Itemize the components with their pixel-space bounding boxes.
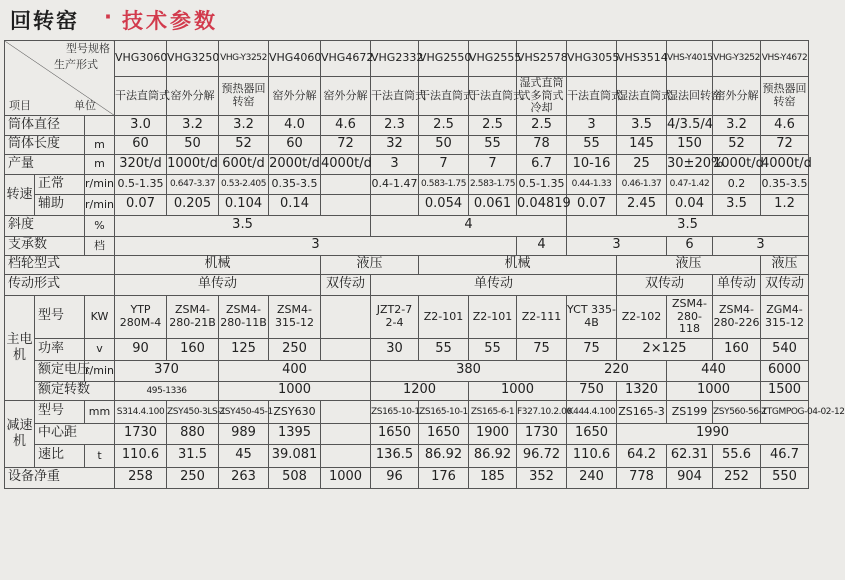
value-motor-power: 55 [469,338,517,360]
value-length: 32 [371,135,419,154]
value-diameter: 2.5 [517,115,567,135]
title-bar [0,0,800,36]
value-roller: 液压 [321,255,419,274]
value-motor-model: ZSM4-280-11B [219,295,269,338]
value-output: 1000t/d [167,154,219,174]
value-speed-normal [321,174,371,194]
header-form-label: 生产形式 [54,58,99,71]
value-motor-power [321,338,371,360]
value-motor-rpm: 1000 [219,381,371,400]
value-motor-rpm: 750 [567,381,617,400]
value-supports: 4 [517,236,567,255]
row-label-motor-model: 型号 [35,295,85,338]
value-weight: 1000 [321,467,371,488]
unit-diameter [85,115,115,135]
value-length: 60 [115,135,167,154]
value-motor-model: ZSM4-280-226 [713,295,761,338]
value-speed-aux [321,194,371,215]
value-weight: 176 [419,467,469,488]
table-row [5,154,809,174]
value-weight: 258 [115,467,167,488]
value-output: 3 [371,154,419,174]
value-speed-normal: 0.2 [713,174,761,194]
value-speed-normal: 0.35-3.5 [761,174,809,194]
value-motor-rpm: 1000 [469,381,567,400]
value-slope: 3.5 [115,215,371,236]
value-motor-rpm: 1000 [667,381,761,400]
header-unit-label: 单位 [74,99,97,113]
value-motor-rpm: 1500 [761,381,809,400]
value-speed-aux: 0.07 [567,194,617,215]
value-speed-normal: 0.5-1.35 [517,174,567,194]
value-drive: 单传动 [115,274,321,295]
value-reducer-ratio: 62.31 [667,444,713,467]
model-header: VHS2578 [517,41,567,77]
unit-output: m [85,154,115,174]
value-motor-model: ZSM4-315-12 [269,295,321,338]
value-reducer-ratio: 110.6 [115,444,167,467]
form-header: 预热器回转窑 [761,77,809,116]
page-subtitle: 技术参数 [122,9,218,33]
value-weight: 778 [617,467,667,488]
value-diameter: 3.2 [167,115,219,135]
model-header: VHS3514 [617,41,667,77]
value-length: 60 [269,135,321,154]
value-length: 72 [321,135,371,154]
row-group-speed: 转速 [5,174,35,215]
value-length: 78 [517,135,567,154]
value-reducer-center: 1650 [419,423,469,444]
value-reducer-model: ZS165-3 [617,400,667,423]
value-speed-normal: 0.5-1.35 [115,174,167,194]
value-drive: 单传动 [713,274,761,295]
value-output: 7 [469,154,517,174]
unit-length: m [85,135,115,154]
value-reducer-model: S314.4.100 [115,400,167,423]
value-diameter: 3.2 [713,115,761,135]
value-reducer-model: ZS199 [667,400,713,423]
value-reducer-ratio: 46.7 [761,444,809,467]
value-motor-model: ZSM4-280-118 [667,295,713,338]
model-header: VHG2332 [371,41,419,77]
table-row [5,274,809,295]
form-header: 窑外分解 [269,77,321,116]
model-header: VHG4060 [269,41,321,77]
value-output: 4000t/d [321,154,371,174]
row-label-reducer-ratio: 速比 [35,444,85,467]
value-supports: 6 [667,236,713,255]
value-reducer-ratio: 110.6 [567,444,617,467]
value-speed-aux: 0.205 [167,194,219,215]
value-weight: 263 [219,467,269,488]
table-row [5,400,809,423]
value-speed-normal: 0.4-1.47 [371,174,419,194]
unit-reducer-ratio: t [85,444,115,467]
value-output: 1000t/d [713,154,761,174]
value-motor-rpm: 495-1336 [115,381,219,400]
value-reducer-model: ZSY450-3LS-1 [167,400,219,423]
unit-reducer-model: mm [85,400,115,423]
value-weight: 352 [517,467,567,488]
value-reducer-model: ZTGMPOG-04-02-12 [761,400,809,423]
value-length: 50 [167,135,219,154]
table-row [5,115,809,135]
unit-motor-power: v [85,338,115,360]
spec-table [4,40,845,489]
value-slope: 4 [371,215,567,236]
model-header: VHS-Y4015 [667,41,713,77]
model-header: VHG4672 [321,41,371,77]
value-motor-model: YTP 280M-4 [115,295,167,338]
form-header: 湿法回转窑 [667,77,713,116]
table-row [5,236,809,255]
table-row [5,360,809,381]
value-motor-model: ZSM4-280-21B [167,295,219,338]
unit-speed-normal: r/min [85,174,115,194]
value-output: 30±20% [667,154,713,174]
value-motor-power: 55 [419,338,469,360]
value-diameter: 4.0 [269,115,321,135]
title-separator: · [104,5,112,29]
value-length: 55 [469,135,517,154]
value-reducer-center: 880 [167,423,219,444]
value-output: 2000t/d [269,154,321,174]
value-output: 6.7 [517,154,567,174]
value-motor-model: Z2-101 [419,295,469,338]
model-header: VHS-Y4672 [761,41,809,77]
value-weight: 240 [567,467,617,488]
row-group-reducer: 减速机 [5,400,35,467]
value-motor-voltage: 440 [667,360,761,381]
value-reducer-center: 1650 [567,423,617,444]
value-motor-voltage: 380 [371,360,567,381]
unit-speed-aux: r/min [85,194,115,215]
form-header: 湿式直筒式多筒式冷却 [517,77,567,116]
value-reducer-center [321,423,371,444]
table-row [5,77,809,116]
table-row [5,255,809,274]
value-supports: 3 [713,236,809,255]
table-row [5,423,809,444]
row-label-weight: 设备净重 [5,467,115,488]
value-motor-model: Z2-111 [517,295,567,338]
value-speed-aux [371,194,419,215]
value-reducer-ratio: 31.5 [167,444,219,467]
value-motor-power: 2×125 [617,338,713,360]
value-motor-voltage: 220 [567,360,667,381]
value-speed-aux: 0.104 [219,194,269,215]
value-roller: 液压 [617,255,761,274]
value-motor-power: 250 [269,338,321,360]
value-speed-normal: 0.35-3.5 [269,174,321,194]
value-reducer-ratio [321,444,371,467]
value-diameter: 4.6 [321,115,371,135]
row-label-output: 产量 [5,154,85,174]
value-speed-normal: 0.44-1.33 [567,174,617,194]
value-output: 4000t/d [761,154,809,174]
unit-motor-model: KW [85,295,115,338]
table-row [5,174,809,194]
value-speed-normal: 0.647-3.37 [167,174,219,194]
row-label-motor-voltage: 额定电压 [35,360,85,381]
value-weight: 185 [469,467,517,488]
value-drive: 双传动 [761,274,809,295]
value-reducer-center: 1900 [469,423,517,444]
value-speed-normal: 0.47-1.42 [667,174,713,194]
row-label-diameter: 筒体直径 [5,115,85,135]
value-speed-aux: 0.07 [115,194,167,215]
value-motor-rpm: 1200 [371,381,469,400]
row-label-speed-normal: 正常 [35,174,85,194]
value-weight: 508 [269,467,321,488]
row-group-motor: 主电机 [5,295,35,400]
value-reducer-center: 1730 [115,423,167,444]
value-diameter: 3 [567,115,617,135]
value-length: 55 [567,135,617,154]
value-motor-power: 160 [713,338,761,360]
value-length: 72 [761,135,809,154]
model-header: VHG-Y3252 [713,41,761,77]
row-label-supports: 支承数 [5,236,85,255]
value-weight: 904 [667,467,713,488]
form-header: 干法直筒式 [115,77,167,116]
value-speed-normal: 0.53-2.405 [219,174,269,194]
value-reducer-model: ZSY560-56-1 [713,400,761,423]
value-output: 320t/d [115,154,167,174]
value-reducer-ratio: 96.72 [517,444,567,467]
value-diameter: 3.0 [115,115,167,135]
value-motor-rpm: 1320 [617,381,667,400]
value-roller: 机械 [419,255,617,274]
value-motor-voltage: 6000 [761,360,809,381]
value-reducer-model [321,400,371,423]
unit-motor-voltage: r/min [85,360,115,381]
value-diameter: 3.2 [219,115,269,135]
value-motor-model [321,295,371,338]
form-header: 干法直筒式 [371,77,419,116]
value-motor-power: 30 [371,338,419,360]
value-speed-aux: 0.061 [469,194,517,215]
value-diameter: 4.6 [761,115,809,135]
value-reducer-model: K444.4.100 [567,400,617,423]
table-row [5,467,809,488]
value-motor-power: 75 [517,338,567,360]
form-header: 窑外分解 [167,77,219,116]
form-header: 干法直筒式 [567,77,617,116]
table-row [5,41,809,77]
value-speed-aux: 0.14 [269,194,321,215]
value-reducer-center: 1990 [617,423,809,444]
value-reducer-model: ZSY450-45-1 [219,400,269,423]
header-spec-label: 型号规格 [66,42,111,55]
value-reducer-model: ZS165-6-1 [469,400,517,423]
unit-slope: % [85,215,115,236]
value-roller: 机械 [115,255,321,274]
model-header: VHG2555 [469,41,517,77]
value-speed-aux: 2.45 [617,194,667,215]
value-reducer-model: F327.10.2.00 [517,400,567,423]
value-length: 145 [617,135,667,154]
row-label-roller: 档轮型式 [5,255,115,274]
value-speed-normal: 0.583-1.75 [419,174,469,194]
table-row [5,295,809,338]
form-header: 窑外分解 [321,77,371,116]
form-header: 干法直筒式 [469,77,517,116]
table-row [5,444,809,467]
value-motor-power: 160 [167,338,219,360]
model-header: VHG3055 [567,41,617,77]
value-speed-aux: 0.04 [667,194,713,215]
value-output: 600t/d [219,154,269,174]
value-reducer-ratio: 136.5 [371,444,419,467]
value-motor-model: Z2-102 [617,295,667,338]
value-reducer-center: 1395 [269,423,321,444]
row-label-reducer-model: 型号 [35,400,85,423]
value-output: 10-16 [567,154,617,174]
value-motor-power: 125 [219,338,269,360]
value-supports: 3 [115,236,517,255]
value-reducer-model: ZS165-10-1 [419,400,469,423]
value-speed-aux: 3.5 [713,194,761,215]
model-header: VHG2550 [419,41,469,77]
value-output: 7 [419,154,469,174]
row-label-speed-aux: 辅助 [35,194,85,215]
value-motor-model: YCT 335-4B [567,295,617,338]
value-length: 52 [219,135,269,154]
value-drive: 单传动 [371,274,617,295]
value-drive: 双传动 [321,274,371,295]
table-row [5,381,809,400]
value-speed-aux: 1.2 [761,194,809,215]
value-supports: 3 [567,236,667,255]
row-label-slope: 斜度 [5,215,85,236]
value-motor-model: JZT2-7 2-4 [371,295,419,338]
unit-supports: 档 [85,236,115,255]
value-reducer-center: 989 [219,423,269,444]
value-motor-power: 90 [115,338,167,360]
value-reducer-ratio: 39.081 [269,444,321,467]
value-reducer-ratio: 64.2 [617,444,667,467]
value-motor-voltage: 370 [115,360,219,381]
value-diameter: 3.5 [617,115,667,135]
value-speed-normal: 2.583-1.75 [469,174,517,194]
value-length: 52 [713,135,761,154]
value-speed-normal: 0.46-1.37 [617,174,667,194]
value-diameter: 2.5 [419,115,469,135]
form-header: 干法直筒式 [419,77,469,116]
value-weight: 550 [761,467,809,488]
value-diameter: 2.3 [371,115,419,135]
value-motor-voltage: 400 [219,360,371,381]
value-reducer-center: 1650 [371,423,419,444]
value-reducer-ratio: 86.92 [469,444,517,467]
model-header: VHG3060 [115,41,167,77]
value-output: 25 [617,154,667,174]
value-diameter: 4/3.5/4 [667,115,713,135]
value-reducer-center: 1730 [517,423,567,444]
form-header: 预热器回转窑 [219,77,269,116]
value-motor-model: ZGM4-315-12 [761,295,809,338]
form-header: 窑外分解 [713,77,761,116]
value-reducer-ratio: 45 [219,444,269,467]
table-row [5,194,809,215]
value-motor-model: Z2-101 [469,295,517,338]
value-length: 150 [667,135,713,154]
table-row [5,338,809,360]
value-length: 50 [419,135,469,154]
table-row [5,215,809,236]
header-corner [5,41,115,116]
form-header: 湿法直筒式 [617,77,667,116]
model-header: VHG-Y3252 [219,41,269,77]
value-reducer-ratio: 86.92 [419,444,469,467]
row-label-length: 筒体长度 [5,135,85,154]
value-speed-aux: 0.054 [419,194,469,215]
value-motor-power: 75 [567,338,617,360]
value-diameter: 2.5 [469,115,517,135]
model-header: VHG3250 [167,41,219,77]
page-title: 回转窑 [10,9,79,33]
value-reducer-model: ZSY630 [269,400,321,423]
value-reducer-ratio: 55.6 [713,444,761,467]
row-label-motor-rpm: 额定转数 [35,381,115,400]
table-row [5,135,809,154]
value-slope: 3.5 [567,215,809,236]
value-weight: 252 [713,467,761,488]
value-drive: 双传动 [617,274,713,295]
value-speed-aux: 0.04819 [517,194,567,215]
header-item-label: 项目 [9,99,31,113]
value-roller: 液压 [761,255,809,274]
value-reducer-model: ZS165-10-1 [371,400,419,423]
row-label-motor-power: 功率 [35,338,85,360]
value-weight: 250 [167,467,219,488]
value-weight: 96 [371,467,419,488]
row-label-reducer-center: 中心距 [35,423,115,444]
value-motor-power: 540 [761,338,809,360]
row-label-drive: 传动形式 [5,274,115,295]
